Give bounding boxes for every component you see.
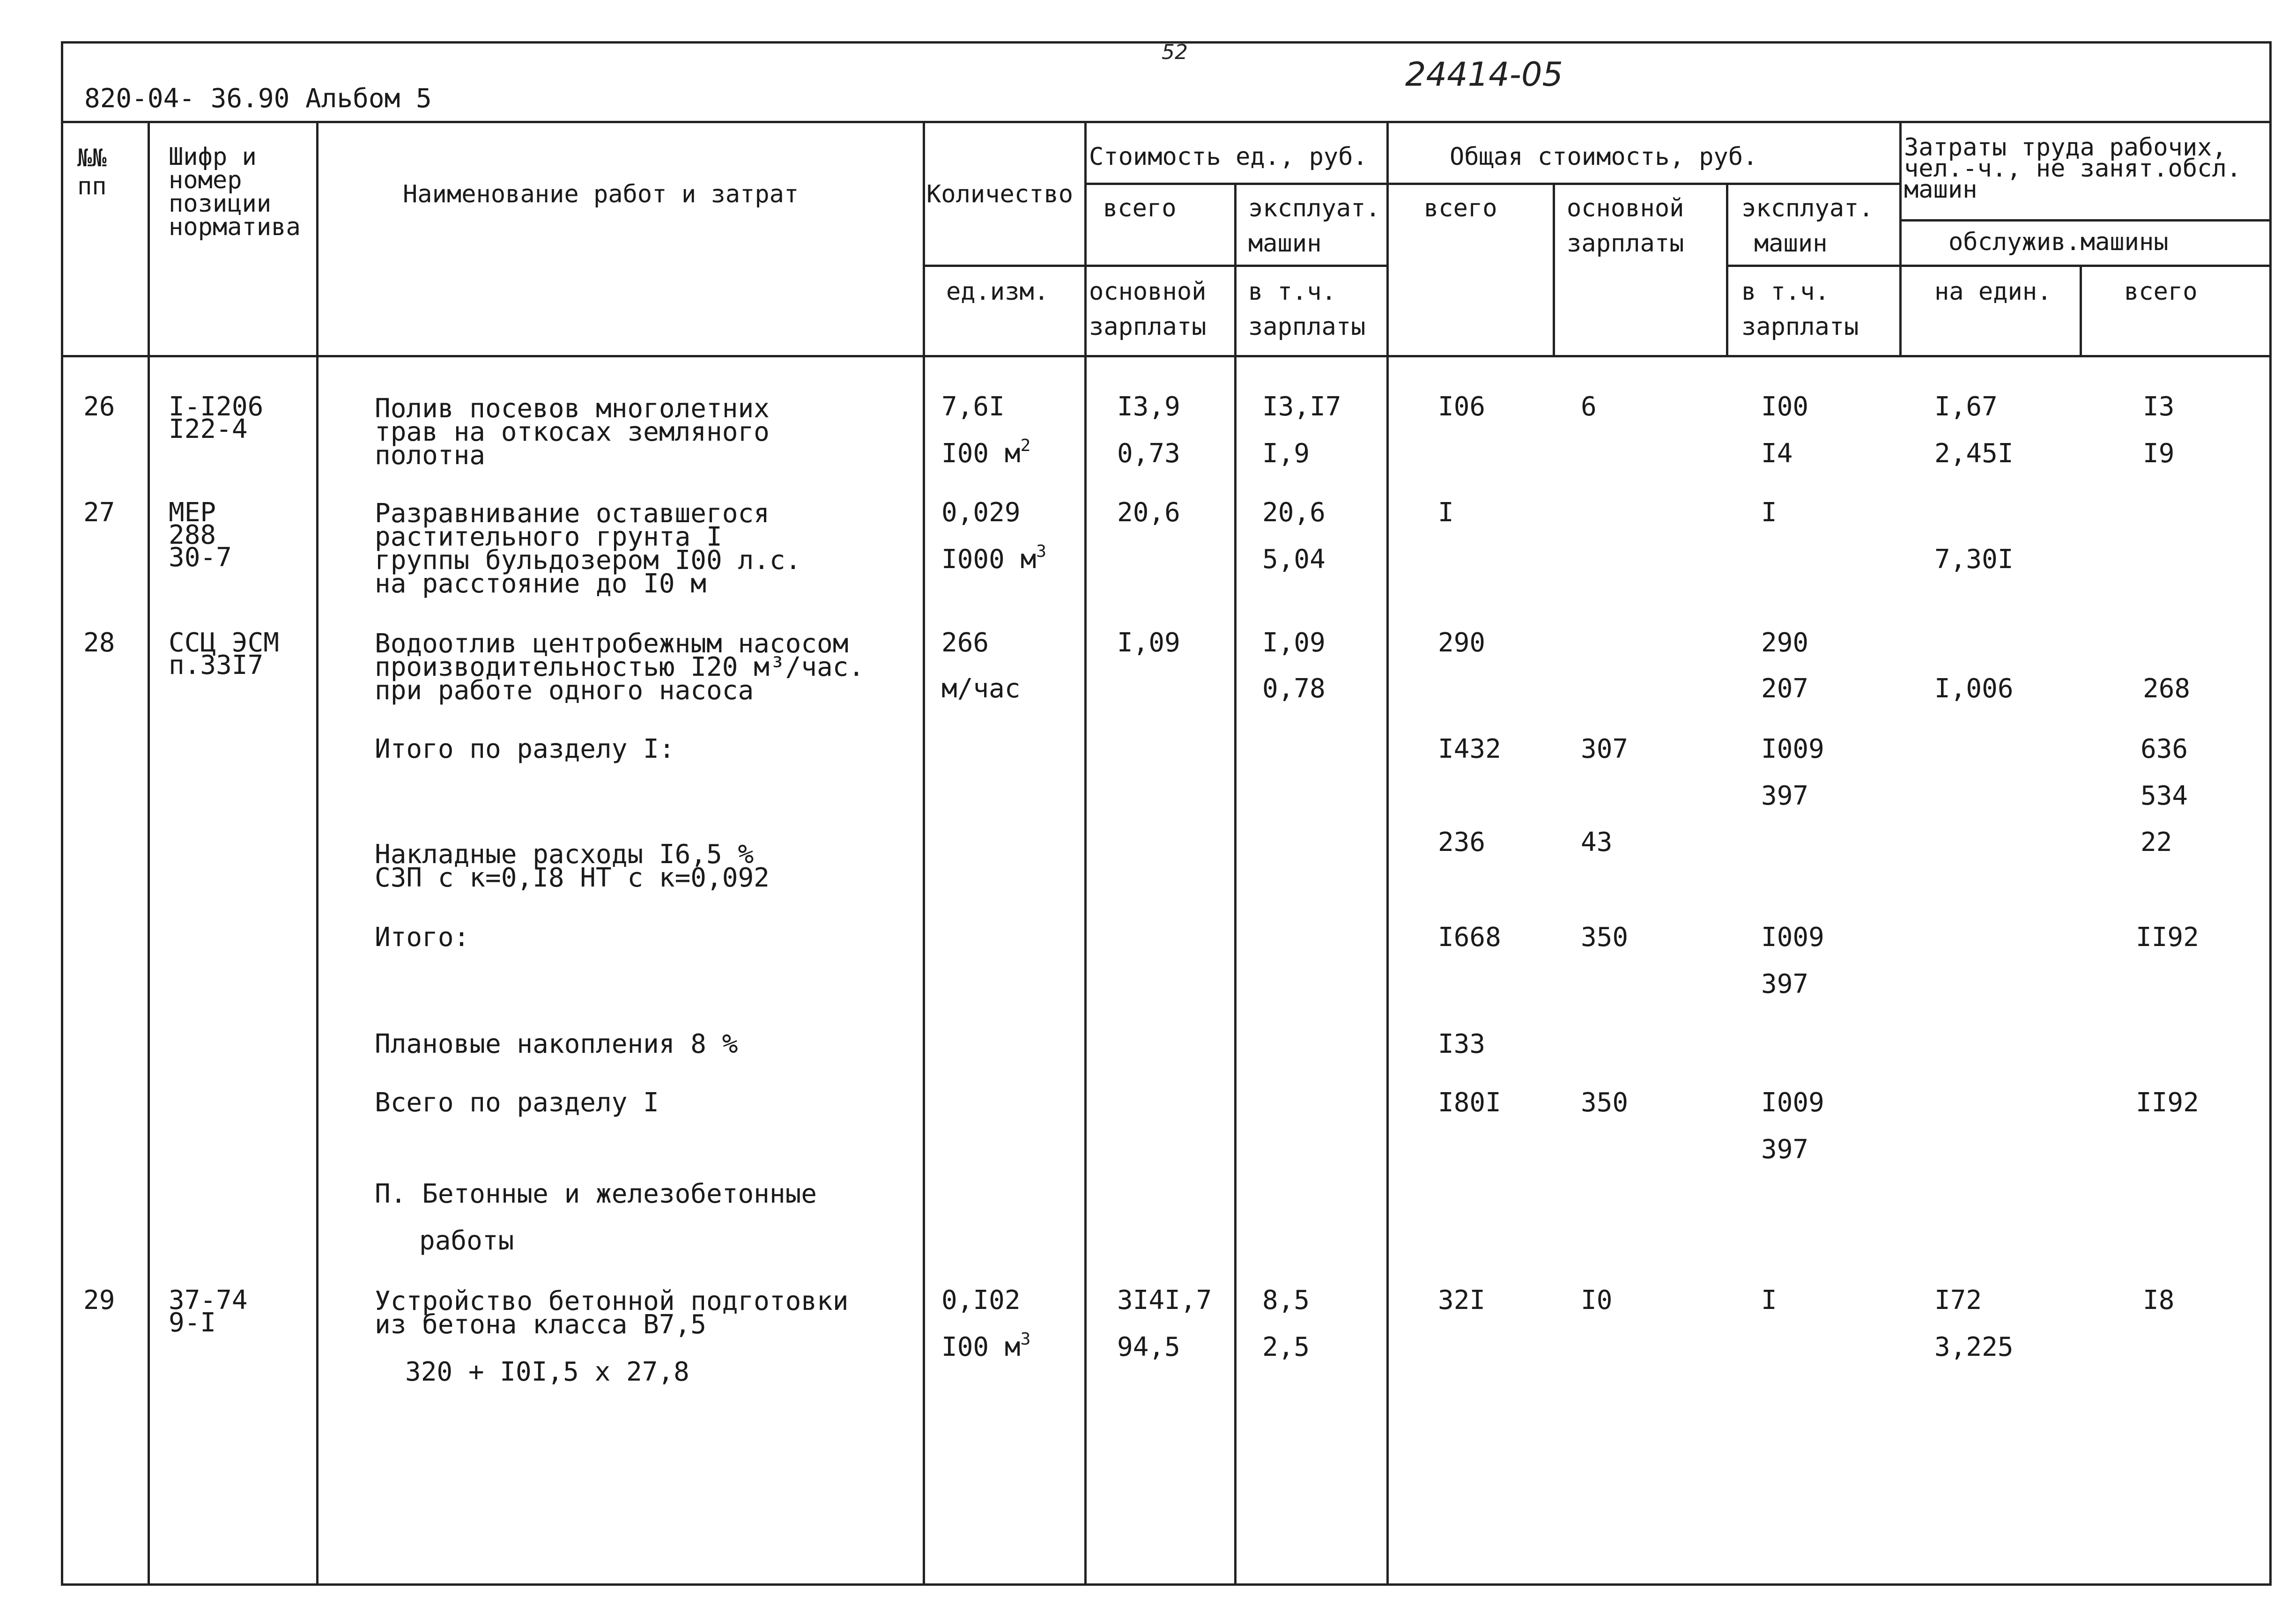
header-name: Наименование работ и затрат bbox=[403, 180, 799, 208]
header-tc-total: всего bbox=[1424, 194, 1497, 222]
itogo-razdel-total: I432 bbox=[1438, 734, 1501, 764]
row27-code-1: МЕР bbox=[169, 497, 216, 528]
row26-name-2: трав на откосах земляного bbox=[375, 417, 770, 447]
header-uc-mach-2: машин bbox=[1248, 229, 1322, 258]
row29-code-2: 9-I bbox=[169, 1308, 216, 1338]
row29-num: 29 bbox=[83, 1285, 115, 1316]
row29-qty: 0,I02 bbox=[941, 1285, 1021, 1316]
hline-qty-unit bbox=[923, 265, 1386, 267]
row26-num: 26 bbox=[83, 392, 115, 422]
nakladnye-label-2: СЗП с к=0,I8 НТ с к=0,092 bbox=[375, 863, 770, 893]
hline-labor-serv bbox=[1899, 265, 2272, 267]
row28-name-3: при работе одного насоса bbox=[375, 675, 754, 706]
row28-name-2: производительностью I20 м³/час. bbox=[375, 652, 865, 682]
row26-uc-incl: I,9 bbox=[1262, 438, 1310, 469]
row26-uc-wage: 0,73 bbox=[1117, 438, 1180, 469]
nakladnye-lab: 22 bbox=[2140, 827, 2172, 857]
row28-name-1: Водоотлив центробежным насосом bbox=[375, 628, 849, 659]
itogo-razdel-lab-1: 636 bbox=[2140, 734, 2188, 764]
header-code-3: позиции bbox=[169, 190, 272, 218]
row29-name-1: Устройство бетонной подготовки bbox=[375, 1286, 849, 1316]
page-number: 52 bbox=[1162, 40, 1188, 64]
row28-qty: 266 bbox=[941, 628, 989, 658]
header-tc-mach-2: машин bbox=[1754, 229, 1828, 258]
itogo-mach: I009 bbox=[1761, 922, 1824, 953]
row28-unit: м/час bbox=[941, 673, 1021, 704]
row26-tc-wage: 6 bbox=[1581, 392, 1597, 422]
col-line-1 bbox=[148, 121, 150, 1586]
doc-code: 820-04- 36.90 Альбом 5 bbox=[84, 83, 432, 114]
header-uc-incl-1: в т.ч. bbox=[1248, 278, 1336, 306]
row27-qty: 0,029 bbox=[941, 497, 1021, 528]
row27-unit bbox=[941, 542, 1046, 575]
planovye-label: Плановые накопления 8 % bbox=[375, 1029, 738, 1059]
row29-lab-unit-1: I72 bbox=[1934, 1285, 1982, 1316]
nakladnye-wage: 43 bbox=[1581, 827, 1613, 857]
col-line-9 bbox=[1899, 121, 1902, 355]
section2-title-1: П. Бетонные и железобетонные bbox=[375, 1179, 817, 1209]
row27-tc-mach: I bbox=[1761, 497, 1777, 528]
row26-code-2: I22-4 bbox=[169, 414, 248, 444]
row26-tc-total: I06 bbox=[1438, 392, 1486, 422]
header-tc-wage-2: зарплаты bbox=[1567, 229, 1684, 258]
row27-code-2: 288 bbox=[169, 520, 216, 550]
row29-tc-wage: I0 bbox=[1581, 1285, 1613, 1316]
row27-unit-text: I000 м bbox=[941, 544, 1037, 575]
row27-uc-mach: 20,6 bbox=[1262, 497, 1326, 528]
row27-num: 27 bbox=[83, 497, 115, 528]
header-num: №№ пп bbox=[77, 144, 107, 200]
header-labor-1: Затраты труда рабочих, bbox=[1904, 133, 2227, 162]
row26-tc-incl: I4 bbox=[1761, 438, 1793, 469]
header-tc-wage-1: основной bbox=[1567, 194, 1684, 222]
row27-name-4: на расстояние до I0 м bbox=[375, 569, 707, 599]
col-line-6 bbox=[1386, 121, 1389, 1586]
row28-code-1: ССЦ ЭСМ bbox=[169, 628, 280, 658]
row29-lab-total: I8 bbox=[2143, 1285, 2175, 1316]
header-uc-mach-1: эксплуат. bbox=[1248, 194, 1380, 222]
col-line-2 bbox=[316, 121, 318, 1586]
row28-num: 28 bbox=[83, 628, 115, 658]
row28-uc-total: I,09 bbox=[1117, 628, 1180, 658]
nakladnye-label-1: Накладные расходы I6,5 % bbox=[375, 839, 754, 870]
header-uc-wage-2: зарплаты bbox=[1089, 313, 1207, 341]
title-separator bbox=[61, 121, 2272, 123]
row27-code-3: 30-7 bbox=[169, 542, 232, 573]
col-line-8 bbox=[1726, 183, 1728, 355]
hline-unit-cost bbox=[1084, 183, 1386, 185]
header-unit: ед.изм. bbox=[946, 278, 1049, 306]
hline-labor bbox=[1899, 219, 2272, 222]
row27-uc-total: 20,6 bbox=[1117, 497, 1180, 528]
header-code-1: Шифр и bbox=[169, 143, 257, 171]
row26-qty: 7,6I bbox=[941, 392, 1005, 422]
col-line-10 bbox=[2080, 265, 2082, 355]
vsego-mach: I009 bbox=[1761, 1087, 1824, 1118]
row28-tc-total: 290 bbox=[1438, 628, 1486, 658]
vsego-wage: 350 bbox=[1581, 1087, 1629, 1118]
header-labor-serv: обслужив.машины bbox=[1948, 228, 2169, 256]
row29-unit-text: I00 м bbox=[941, 1332, 1021, 1362]
itogo-incl: 397 bbox=[1761, 969, 1809, 999]
row29-uc-incl: 2,5 bbox=[1262, 1332, 1310, 1362]
row28-lab-unit: I,006 bbox=[1934, 673, 2014, 704]
header-uc-incl-2: зарплаты bbox=[1248, 313, 1366, 341]
header-tc-incl-1: в т.ч. bbox=[1741, 278, 1829, 306]
row28-tc-mach: 290 bbox=[1761, 628, 1809, 658]
header-unit-cost: Стоимость ед., руб. bbox=[1089, 143, 1368, 171]
itogo-razdel-wage: 307 bbox=[1581, 734, 1629, 764]
row28-uc-incl: 0,78 bbox=[1262, 673, 1326, 704]
itogo-lab: II92 bbox=[2136, 922, 2199, 953]
col-line-5 bbox=[1234, 183, 1237, 1586]
header-code-4: норматива bbox=[169, 213, 301, 241]
itogo-razdel-lab-2: 534 bbox=[2140, 781, 2188, 811]
row26-unit-text: I00 м bbox=[941, 438, 1021, 469]
row26-uc-mach: I3,I7 bbox=[1262, 392, 1341, 422]
row29-uc-wage: 94,5 bbox=[1117, 1332, 1180, 1362]
header-qty: Количество bbox=[926, 180, 1074, 208]
row26-unit bbox=[941, 436, 1031, 469]
row29-uc-total: 3I4I,7 bbox=[1117, 1285, 1212, 1316]
col-line-3 bbox=[923, 121, 925, 1586]
handwritten-code: 24414-05 bbox=[1405, 55, 1563, 94]
row26-name-3: полотна bbox=[375, 440, 486, 471]
row26-name-1: Полив посевов многолетних bbox=[375, 393, 770, 424]
row29-unit bbox=[941, 1330, 1031, 1362]
vsego-total: I80I bbox=[1438, 1087, 1501, 1118]
row29-tc-total: 32I bbox=[1438, 1285, 1486, 1316]
row27-name-3: группы бульдозером I00 л.с. bbox=[375, 545, 801, 576]
itogo-razdel-incl: 397 bbox=[1761, 781, 1809, 811]
row26-tc-mach: I00 bbox=[1761, 392, 1809, 422]
header-tc-incl-2: зарплаты bbox=[1741, 313, 1859, 341]
row29-formula: 320 + I0I,5 х 27,8 bbox=[405, 1357, 689, 1387]
row26-lab-unit-2: 2,45I bbox=[1934, 438, 2014, 469]
section2-title-2: работы bbox=[419, 1226, 514, 1256]
vsego-label: Всего по разделу I bbox=[375, 1087, 659, 1118]
row28-tc-incl: 207 bbox=[1761, 673, 1809, 704]
header-uc-wage-1: основной bbox=[1089, 278, 1207, 306]
row29-name-2: из бетона класса В7,5 bbox=[375, 1309, 707, 1340]
nakladnye-total: 236 bbox=[1438, 827, 1486, 857]
header-code-2: номер bbox=[169, 166, 242, 194]
col-line-7 bbox=[1553, 183, 1555, 355]
row26-lab-unit-1: I,67 bbox=[1934, 392, 1998, 422]
header-bottom-line bbox=[61, 355, 2272, 357]
header-labor-2: чел.-ч., не занят.обсл. bbox=[1904, 155, 2242, 183]
row29-uc-mach: 8,5 bbox=[1262, 1285, 1310, 1316]
row26-lab-total-2: I9 bbox=[2143, 438, 2175, 469]
row26-unit-sup: 2 bbox=[1020, 436, 1031, 455]
hline-total-cost bbox=[1386, 183, 1899, 185]
row28-uc-mach: I,09 bbox=[1262, 628, 1326, 658]
row27-name-1: Разравнивание оставшегося bbox=[375, 498, 770, 529]
header-total-cost: Общая стоимость, руб. bbox=[1450, 143, 1758, 171]
itogo-razdel-label: Итого по разделу I: bbox=[375, 734, 675, 764]
itogo-total: I668 bbox=[1438, 922, 1501, 953]
itogo-wage: 350 bbox=[1581, 922, 1629, 953]
vsego-lab: II92 bbox=[2136, 1087, 2199, 1118]
planovye-total: I33 bbox=[1438, 1029, 1486, 1059]
row27-tc-total: I bbox=[1438, 497, 1454, 528]
header-uc-total: всего bbox=[1103, 194, 1177, 222]
row27-unit-sup: 3 bbox=[1036, 542, 1046, 561]
row26-uc-total: I3,9 bbox=[1117, 392, 1180, 422]
row29-lab-unit-2: 3,225 bbox=[1934, 1332, 2014, 1362]
itogo-label: Итого: bbox=[375, 922, 470, 953]
row26-lab-total-1: I3 bbox=[2143, 392, 2175, 422]
row28-lab-total: 268 bbox=[2143, 673, 2191, 704]
vsego-incl: 397 bbox=[1761, 1134, 1809, 1165]
hline-tc-mach bbox=[1726, 265, 1899, 267]
col-line-4 bbox=[1084, 121, 1087, 1586]
row27-name-2: растительного грунта I bbox=[375, 522, 722, 552]
row29-unit-sup: 3 bbox=[1020, 1330, 1031, 1349]
row27-lab-unit: 7,30I bbox=[1934, 544, 2014, 575]
header-tc-mach-1: эксплуат. bbox=[1741, 194, 1874, 222]
header-labor-total: всего bbox=[2124, 278, 2198, 306]
header-labor-3: машин bbox=[1904, 176, 1978, 204]
row29-code-1: 37-74 bbox=[169, 1285, 248, 1316]
header-labor-unit: на един. bbox=[1934, 278, 2052, 306]
row29-tc-mach: I bbox=[1761, 1285, 1777, 1316]
row28-code-2: п.33I7 bbox=[169, 650, 264, 680]
row26-code-1: I-I206 bbox=[169, 392, 264, 422]
itogo-razdel-mach: I009 bbox=[1761, 734, 1824, 764]
row27-uc-incl: 5,04 bbox=[1262, 544, 1326, 575]
